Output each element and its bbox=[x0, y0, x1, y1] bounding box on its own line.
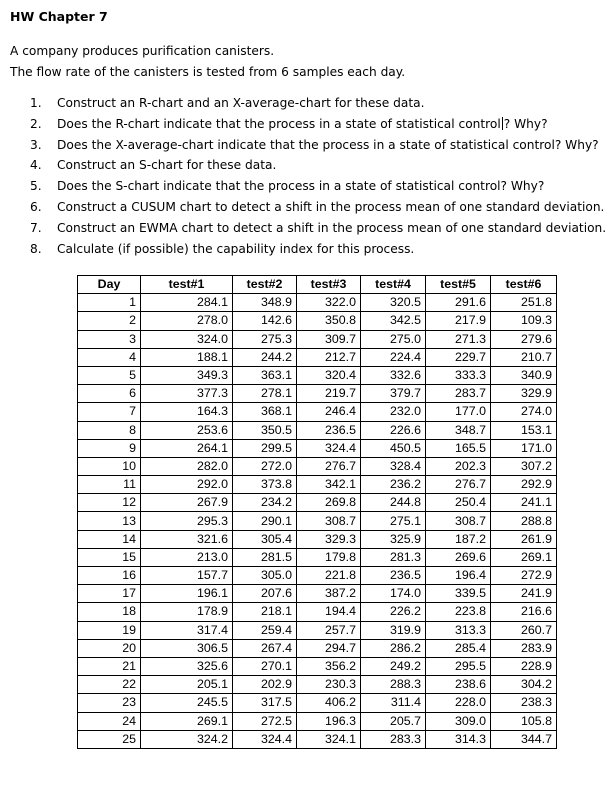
cell-test3: 406.2 bbox=[297, 694, 361, 712]
cell-test2: 267.4 bbox=[233, 639, 297, 657]
cell-day: 2 bbox=[78, 312, 141, 330]
cell-day: 12 bbox=[78, 494, 141, 512]
cell-test5: 238.6 bbox=[426, 676, 491, 694]
cell-test3: 236.5 bbox=[297, 421, 361, 439]
table-row bbox=[78, 385, 557, 403]
cell-test2: 259.4 bbox=[233, 621, 297, 639]
table-row bbox=[78, 457, 557, 475]
cell-test1: 196.1 bbox=[141, 585, 233, 603]
table-header-row bbox=[78, 276, 557, 294]
cell-test4: 226.6 bbox=[361, 421, 426, 439]
task-text: Calculate (if possible) the capability index for this process. bbox=[57, 241, 415, 256]
cell-day: 15 bbox=[78, 548, 141, 566]
cell-test5: 250.4 bbox=[426, 494, 491, 512]
cell-test5: 285.4 bbox=[426, 639, 491, 657]
task-text-after-cursor: ? Why? bbox=[503, 116, 548, 131]
cell-test1: 157.7 bbox=[141, 567, 233, 585]
task-number: 4. bbox=[30, 158, 42, 173]
cell-test3: 212.7 bbox=[297, 348, 361, 366]
task-item bbox=[30, 96, 610, 117]
intro-line-1: A company produces purification canisters. bbox=[10, 44, 275, 58]
cell-test4: 232.0 bbox=[361, 403, 426, 421]
cell-test5: 313.3 bbox=[426, 621, 491, 639]
cell-test6: 272.9 bbox=[491, 567, 557, 585]
cell-test3: 324.4 bbox=[297, 439, 361, 457]
cell-test2: 272.5 bbox=[233, 712, 297, 730]
cell-test2: 290.1 bbox=[233, 512, 297, 530]
cell-test3: 221.8 bbox=[297, 567, 361, 585]
cell-day: 14 bbox=[78, 530, 141, 548]
cell-test4: 224.4 bbox=[361, 348, 426, 366]
table-row bbox=[78, 312, 557, 330]
cell-test6: 340.9 bbox=[491, 366, 557, 384]
cell-day: 24 bbox=[78, 712, 141, 730]
cell-test3: 276.7 bbox=[297, 457, 361, 475]
cell-test5: 202.3 bbox=[426, 457, 491, 475]
cell-test5: 196.4 bbox=[426, 567, 491, 585]
cell-test1: 278.0 bbox=[141, 312, 233, 330]
table-row bbox=[78, 403, 557, 421]
cell-day: 4 bbox=[78, 348, 141, 366]
cell-test2: 348.9 bbox=[233, 294, 297, 312]
cell-test1: 377.3 bbox=[141, 385, 233, 403]
header-test1: test#1 bbox=[141, 276, 233, 294]
task-text: Does the S-chart indicate that the process in a state of statistical control? Why? bbox=[57, 179, 545, 194]
cell-test4: 450.5 bbox=[361, 439, 426, 457]
cell-test6: 304.2 bbox=[491, 676, 557, 694]
task-text: Does the X-average-chart indicate that the process in a state of statistical control? Why? bbox=[57, 137, 599, 152]
cell-test1: 284.1 bbox=[141, 294, 233, 312]
cell-test6: 228.9 bbox=[491, 657, 557, 675]
cell-test1: 188.1 bbox=[141, 348, 233, 366]
table-row bbox=[78, 348, 557, 366]
cell-test5: 217.9 bbox=[426, 312, 491, 330]
cell-test6: 307.2 bbox=[491, 457, 557, 475]
cell-test3: 329.3 bbox=[297, 530, 361, 548]
cell-test5: 348.7 bbox=[426, 421, 491, 439]
cell-test6: 260.7 bbox=[491, 621, 557, 639]
cell-test4: 311.4 bbox=[361, 694, 426, 712]
cell-test4: 342.5 bbox=[361, 312, 426, 330]
cell-day: 18 bbox=[78, 603, 141, 621]
cell-test1: 324.0 bbox=[141, 330, 233, 348]
table-row bbox=[78, 712, 557, 730]
cell-test1: 349.3 bbox=[141, 366, 233, 384]
task-text: Construct a CUSUM chart to detect a shift in the process mean of one standard deviation. bbox=[57, 199, 605, 214]
cell-test2: 281.5 bbox=[233, 548, 297, 566]
table-row bbox=[78, 657, 557, 675]
cell-test2: 350.5 bbox=[233, 421, 297, 439]
cell-test6: 269.1 bbox=[491, 548, 557, 566]
cell-test5: 339.5 bbox=[426, 585, 491, 603]
cell-test5: 187.2 bbox=[426, 530, 491, 548]
cell-test6: 283.9 bbox=[491, 639, 557, 657]
cell-test6: 288.8 bbox=[491, 512, 557, 530]
cell-day: 22 bbox=[78, 676, 141, 694]
header-day: Day bbox=[78, 276, 141, 294]
cell-test6: 105.8 bbox=[491, 712, 557, 730]
table-row bbox=[78, 494, 557, 512]
header-test5: test#5 bbox=[426, 276, 491, 294]
task-item bbox=[30, 158, 610, 179]
cell-test6: 329.9 bbox=[491, 385, 557, 403]
cell-test4: 325.9 bbox=[361, 530, 426, 548]
cell-test5: 291.6 bbox=[426, 294, 491, 312]
task-number: 7. bbox=[30, 220, 42, 235]
cell-test1: 267.9 bbox=[141, 494, 233, 512]
flow-rate-table bbox=[77, 275, 557, 749]
task-number: 8. bbox=[30, 241, 42, 256]
cell-test2: 278.1 bbox=[233, 385, 297, 403]
cell-test6: 251.8 bbox=[491, 294, 557, 312]
task-list bbox=[30, 96, 610, 262]
cell-test6: 210.7 bbox=[491, 348, 557, 366]
cell-test4: 275.0 bbox=[361, 330, 426, 348]
header-test4: test#4 bbox=[361, 276, 426, 294]
cell-test2: 324.4 bbox=[233, 730, 297, 748]
table-row bbox=[78, 439, 557, 457]
table-row bbox=[78, 530, 557, 548]
cell-test4: 281.3 bbox=[361, 548, 426, 566]
cell-test2: 317.5 bbox=[233, 694, 297, 712]
cell-test3: 308.7 bbox=[297, 512, 361, 530]
cell-test3: 324.1 bbox=[297, 730, 361, 748]
cell-test6: 109.3 bbox=[491, 312, 557, 330]
cell-test5: 229.7 bbox=[426, 348, 491, 366]
task-item bbox=[30, 200, 610, 221]
cell-test5: 228.0 bbox=[426, 694, 491, 712]
cell-test3: 257.7 bbox=[297, 621, 361, 639]
task-text: Does the R-chart indicate that the process in a state of statistical control bbox=[57, 116, 501, 131]
intro-line-2: The flow rate of the canisters is tested from 6 samples each day. bbox=[10, 65, 406, 79]
cell-day: 5 bbox=[78, 366, 141, 384]
cell-test4: 332.6 bbox=[361, 366, 426, 384]
cell-test6: 261.9 bbox=[491, 530, 557, 548]
task-text: Construct an S-chart for these data. bbox=[57, 158, 277, 173]
table-row bbox=[78, 585, 557, 603]
table-row bbox=[78, 476, 557, 494]
cell-day: 11 bbox=[78, 476, 141, 494]
cell-test2: 142.6 bbox=[233, 312, 297, 330]
cell-test6: 241.9 bbox=[491, 585, 557, 603]
cell-test6: 279.6 bbox=[491, 330, 557, 348]
cell-day: 10 bbox=[78, 457, 141, 475]
cell-test4: 319.9 bbox=[361, 621, 426, 639]
cell-test5: 295.5 bbox=[426, 657, 491, 675]
cell-test3: 320.4 bbox=[297, 366, 361, 384]
cell-day: 6 bbox=[78, 385, 141, 403]
cell-test2: 299.5 bbox=[233, 439, 297, 457]
cell-test2: 244.2 bbox=[233, 348, 297, 366]
cell-test1: 253.6 bbox=[141, 421, 233, 439]
cell-test1: 292.0 bbox=[141, 476, 233, 494]
cell-test6: 171.0 bbox=[491, 439, 557, 457]
cell-test5: 308.7 bbox=[426, 512, 491, 530]
cell-test3: 294.7 bbox=[297, 639, 361, 657]
cell-test2: 207.6 bbox=[233, 585, 297, 603]
cell-test3: 230.3 bbox=[297, 676, 361, 694]
cell-test4: 249.2 bbox=[361, 657, 426, 675]
cell-test3: 350.8 bbox=[297, 312, 361, 330]
cell-test3: 309.7 bbox=[297, 330, 361, 348]
cell-day: 1 bbox=[78, 294, 141, 312]
task-item bbox=[30, 221, 610, 242]
cell-test6: 292.9 bbox=[491, 476, 557, 494]
table-row bbox=[78, 330, 557, 348]
cell-test1: 213.0 bbox=[141, 548, 233, 566]
cell-test6: 238.3 bbox=[491, 694, 557, 712]
cell-test1: 282.0 bbox=[141, 457, 233, 475]
cell-test5: 283.7 bbox=[426, 385, 491, 403]
cell-test2: 305.4 bbox=[233, 530, 297, 548]
header-test6: test#6 bbox=[491, 276, 557, 294]
cell-test5: 177.0 bbox=[426, 403, 491, 421]
table-row bbox=[78, 421, 557, 439]
cell-test5: 271.3 bbox=[426, 330, 491, 348]
cell-test5: 314.3 bbox=[426, 730, 491, 748]
cell-test6: 344.7 bbox=[491, 730, 557, 748]
cell-test3: 179.8 bbox=[297, 548, 361, 566]
cell-day: 23 bbox=[78, 694, 141, 712]
cell-test5: 269.6 bbox=[426, 548, 491, 566]
cell-test6: 153.1 bbox=[491, 421, 557, 439]
cell-day: 16 bbox=[78, 567, 141, 585]
cell-test5: 276.7 bbox=[426, 476, 491, 494]
cell-test3: 356.2 bbox=[297, 657, 361, 675]
cell-test5: 223.8 bbox=[426, 603, 491, 621]
cell-test4: 226.2 bbox=[361, 603, 426, 621]
cell-test4: 286.2 bbox=[361, 639, 426, 657]
task-number: 5. bbox=[30, 179, 42, 194]
table-row bbox=[78, 548, 557, 566]
cell-test4: 379.7 bbox=[361, 385, 426, 403]
cell-test1: 164.3 bbox=[141, 403, 233, 421]
cell-test2: 234.2 bbox=[233, 494, 297, 512]
cell-day: 8 bbox=[78, 421, 141, 439]
cell-test4: 288.3 bbox=[361, 676, 426, 694]
cell-test2: 270.1 bbox=[233, 657, 297, 675]
cell-test1: 205.1 bbox=[141, 676, 233, 694]
table-row bbox=[78, 621, 557, 639]
cell-test2: 305.0 bbox=[233, 567, 297, 585]
table-row bbox=[78, 512, 557, 530]
task-item bbox=[30, 138, 610, 159]
cell-test1: 306.5 bbox=[141, 639, 233, 657]
task-text: Construct an EWMA chart to detect a shift in the process mean of one standard deviation. bbox=[57, 220, 607, 235]
cell-test3: 387.2 bbox=[297, 585, 361, 603]
cell-test4: 205.7 bbox=[361, 712, 426, 730]
cell-test3: 342.1 bbox=[297, 476, 361, 494]
cell-test5: 165.5 bbox=[426, 439, 491, 457]
cell-test6: 241.1 bbox=[491, 494, 557, 512]
cell-test2: 275.3 bbox=[233, 330, 297, 348]
cell-test1: 269.1 bbox=[141, 712, 233, 730]
cell-test4: 174.0 bbox=[361, 585, 426, 603]
task-text: Construct an R-chart and an X-average-chart for these data. bbox=[57, 96, 425, 110]
cell-test4: 236.2 bbox=[361, 476, 426, 494]
cell-test2: 373.8 bbox=[233, 476, 297, 494]
header-test3: test#3 bbox=[297, 276, 361, 294]
cell-test5: 333.3 bbox=[426, 366, 491, 384]
cell-test1: 264.1 bbox=[141, 439, 233, 457]
cell-test1: 317.4 bbox=[141, 621, 233, 639]
cell-test4: 328.4 bbox=[361, 457, 426, 475]
cell-day: 17 bbox=[78, 585, 141, 603]
table-row bbox=[78, 676, 557, 694]
cell-test2: 363.1 bbox=[233, 366, 297, 384]
cell-test5: 309.0 bbox=[426, 712, 491, 730]
header-test2: test#2 bbox=[233, 276, 297, 294]
table-row bbox=[78, 639, 557, 657]
cell-test2: 202.9 bbox=[233, 676, 297, 694]
cell-test4: 244.8 bbox=[361, 494, 426, 512]
table-row bbox=[78, 366, 557, 384]
task-item bbox=[30, 117, 610, 138]
table-row bbox=[78, 694, 557, 712]
cell-day: 13 bbox=[78, 512, 141, 530]
cell-test4: 320.5 bbox=[361, 294, 426, 312]
table-body bbox=[78, 294, 557, 749]
table-row bbox=[78, 294, 557, 312]
cell-day: 21 bbox=[78, 657, 141, 675]
task-number: 1. bbox=[30, 96, 42, 110]
task-number: 2. bbox=[30, 116, 42, 131]
table-row bbox=[78, 603, 557, 621]
table-row bbox=[78, 567, 557, 585]
cell-test3: 196.3 bbox=[297, 712, 361, 730]
cell-test1: 295.3 bbox=[141, 512, 233, 530]
cell-test4: 236.5 bbox=[361, 567, 426, 585]
cell-test1: 178.9 bbox=[141, 603, 233, 621]
cell-test1: 245.5 bbox=[141, 694, 233, 712]
document-title: HW Chapter 7 bbox=[10, 9, 108, 24]
cell-test2: 368.1 bbox=[233, 403, 297, 421]
cell-test6: 274.0 bbox=[491, 403, 557, 421]
cell-test3: 322.0 bbox=[297, 294, 361, 312]
task-number: 3. bbox=[30, 137, 42, 152]
cell-day: 7 bbox=[78, 403, 141, 421]
task-item bbox=[30, 242, 610, 263]
cell-test2: 272.0 bbox=[233, 457, 297, 475]
cell-test6: 216.6 bbox=[491, 603, 557, 621]
cell-day: 9 bbox=[78, 439, 141, 457]
cell-test3: 269.8 bbox=[297, 494, 361, 512]
cell-day: 19 bbox=[78, 621, 141, 639]
cell-day: 20 bbox=[78, 639, 141, 657]
cell-test1: 324.2 bbox=[141, 730, 233, 748]
cell-test3: 219.7 bbox=[297, 385, 361, 403]
cell-test4: 275.1 bbox=[361, 512, 426, 530]
task-number: 6. bbox=[30, 199, 42, 214]
cell-test1: 325.6 bbox=[141, 657, 233, 675]
task-item bbox=[30, 179, 610, 200]
cell-test3: 194.4 bbox=[297, 603, 361, 621]
cell-test4: 283.3 bbox=[361, 730, 426, 748]
text-cursor bbox=[502, 117, 503, 130]
cell-day: 25 bbox=[78, 730, 141, 748]
cell-test2: 218.1 bbox=[233, 603, 297, 621]
cell-test3: 246.4 bbox=[297, 403, 361, 421]
cell-day: 3 bbox=[78, 330, 141, 348]
table-row bbox=[78, 730, 557, 748]
cell-test1: 321.6 bbox=[141, 530, 233, 548]
